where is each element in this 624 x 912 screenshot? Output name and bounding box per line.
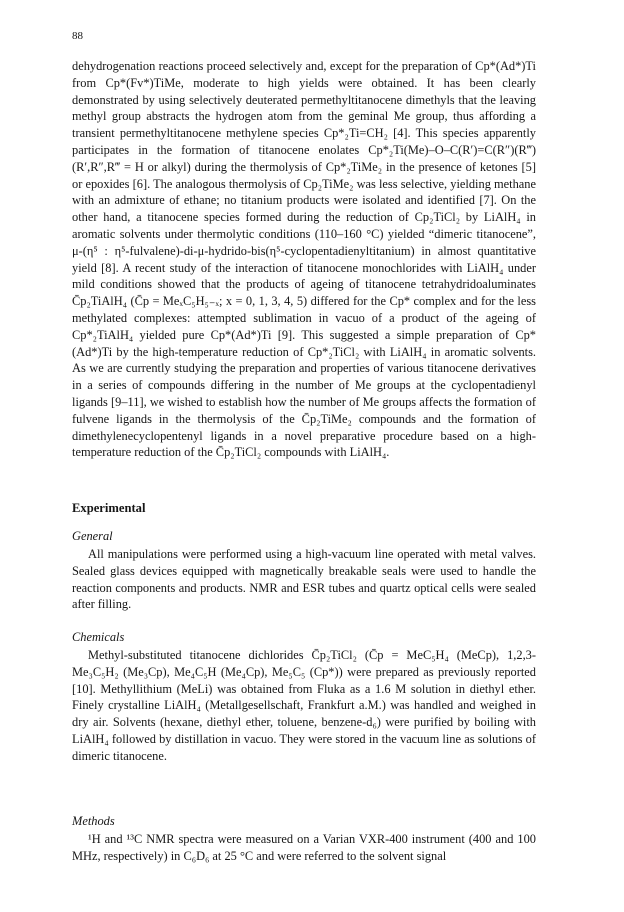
methods-paragraph-block <box>72 831 536 865</box>
chemicals-paragraph: Methyl-substituted titanocene dichlorides C̄p₂TiCl₂ (C̄p = MeC₅H₄ (MeCp), 1,2,3-Me₃C₅H₂ (Me₃Cp), Me₄C₅H (Me₄Cp), Me₅C₅ (Cp*)) were prepared as previously reported [10]. Methyllithium (MeLi) was obtained from Fluka as a 1.6 M solution in diethyl ether. Finely crystalline LiAlH₄ (Metallgesellschaft, Frankfurt a.M.) was handled and weighed in dry air. Solvents (hexane, diethyl ether, toluene, benzene-d₆) were purified by boiling with LiAlH₄ followed by distillation in vacuo. They were stored in the vacuum line as solutions of dimeric titanocene. <box>72 648 536 763</box>
general-paragraph: All manipulations were performed using a high-vacuum line operated with metal valves. Sealed glass devices equipped with magnetically breakable seals were used to handle the reaction components and products. NMR and ESR tubes and quartz optical cells were sealed after filling. <box>72 547 536 612</box>
chemicals-paragraph-block <box>72 647 536 765</box>
methods-paragraph: ¹H and ¹³C NMR spectra were measured on a Varian VXR-400 instrument (400 and 100 MHz, respectively) in C₆D₆ at 25 °C and were referred to the solvent signal <box>72 832 536 863</box>
chemicals-heading: Chemicals <box>72 630 125 644</box>
experimental-heading: Experimental <box>72 501 146 515</box>
general-heading: General <box>72 529 113 543</box>
page-number: 88 <box>72 30 83 42</box>
intro-paragraph: dehydrogenation reactions proceed selectively and, except for the preparation of Cp*(Ad*)Ti from Cp*(Fv*)TiMe, moderate to high yields were obtained. It has been clearly demonstrated by using selectively deuterated permethyltitanocene dimethyls that the leaving methyl group abstracts the hydrogen atom from the geminal Me group, thus affording a transient permethyltitanocene methylene species Cp*₂Ti=CH₂ [4]. This species apparently participates in the formation of titanocene enolates Cp*₂Ti(Me)–O–C(R′)=C(R″)(R‴) (R′,R″,R‴ = H or alkyl) during the thermolysis of Cp*₂TiMe₂ in the presence of ketones [5] or epoxides [6]. The analogous thermolysis of Cp₂TiMe₂ was less selective, yielding methane with an admixture of ethane; no titanium products were isolated and identified [7]. On the other hand, a titanocene species formed during the reduction of Cp₂TiCl₂ by LiAlH₄ in aromatic solvents under thermolytic conditions (110–160 °C) yielded “dimeric titanocene”, μ-(η⁵ : η⁵-fulvalene)-di-μ-hydrido-bis(η⁵-cyclopentadienyltitanium) in almost quantitative yield [8]. A recent study of the interaction of titanocene monochlorides with LiAlH₄ under mild conditions showed that the products of ageing of titanocene tetrahydridoaluminates C̄p₂TiAlH₄ (C̄p = MeₓC₅H₅₋ₓ; x = 0, 1, 3, 4, 5) differed for the Cp* complex and for the less methylated complexes: attempted sublimation in vacuo of a product of the ageing of Cp*₂TiAlH₄ yielded pure Cp*(Ad*)Ti [9]. This suggested a simple preparation of Cp*(Ad*)Ti by the high-temperature reduction of Cp*₂TiCl₂ with LiAlH₄ in aromatic solvents. As we are currently studying the preparation and properties of various titanocene derivatives in a series of compounds differing in the number of Me groups at the cyclopentadienyl ligands [9–11], we wished to establish how the number of Me groups affects the formation of fulvene ligands in the thermolysis of the C̄p₂TiMe₂ compounds and the formation of dimethylenecyclopentenyl ligands in a novel preparative procedure based on a high-temperature reduction of the C̄p₂TiCl₂ compounds with LiAlH₄. <box>72 59 536 460</box>
general-paragraph-block <box>72 546 536 613</box>
methods-heading: Methods <box>72 814 115 828</box>
intro-paragraph-block <box>72 58 536 461</box>
